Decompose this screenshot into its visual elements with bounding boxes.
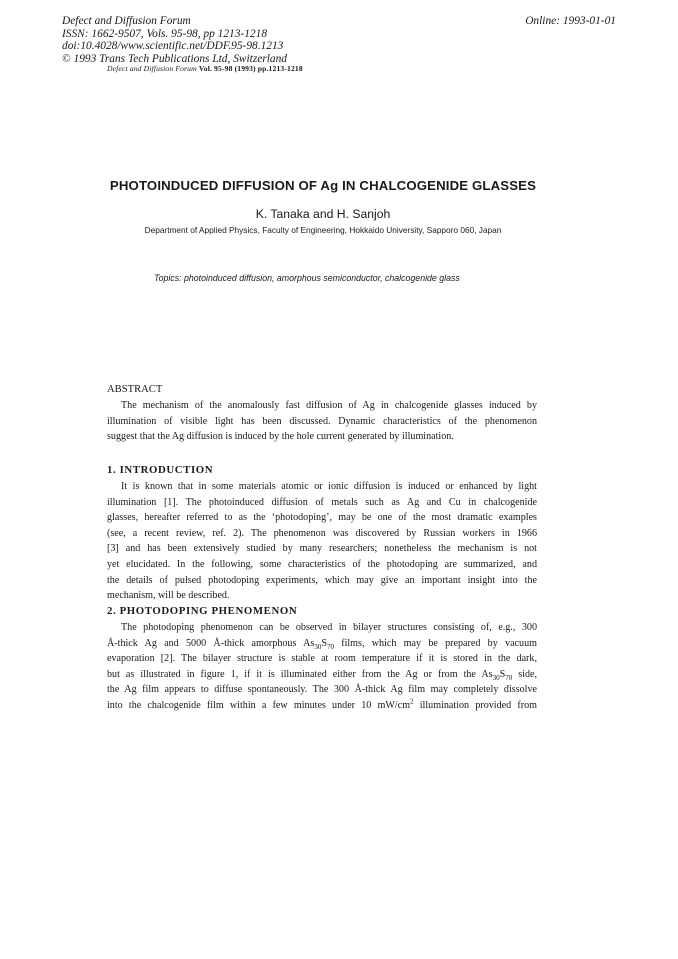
introduction-heading: 1. INTRODUCTION (107, 464, 214, 476)
abstract-section (107, 382, 537, 445)
intro-line: glasses, hereafter referred to as the ‘photodoping’, may be one of the most dramatic examples (107, 512, 537, 524)
paper-affiliation: Department of Applied Physics, Faculty of Engineering, Hokkaido University, Sapporo 060, Japan (144, 225, 502, 235)
meta-journal: Defect and Diffusion Forum (62, 15, 191, 27)
intro-line: It is known that in some materials atomic or ionic diffusion is induced or enhanced by light (121, 481, 537, 492)
photodoping-section (107, 604, 537, 714)
journal-reference (107, 64, 303, 73)
online-date: Online: 1993-01-01 (525, 15, 616, 27)
abstract-heading: ABSTRACT (107, 384, 163, 395)
section2-line: the Ag film appears to diffuse spontaneously. The 300 Å-thick Ag film may completely dissolve (107, 684, 537, 696)
meta-doi: doi:10.4028/www.scientific.net/DDF.95-98.1213 (62, 40, 284, 53)
intro-line: yet elucidated. In the following, some characteristics of the photodoping are summarized, and (107, 558, 537, 570)
section2-line: Å-thick Ag and 5000 Å-thick amorphous $As_{30}S_{70}$ films, which may be prepared by vacuum (107, 637, 537, 651)
meta-copyright: © 1993 Trans Tech Publications Ltd, Switzerland (62, 52, 287, 65)
paper-topics: Topics: photoinduced diffusion, amorphous semiconductor, chalcogenide glass (154, 273, 460, 283)
intro-line: the details of pulsed photodoping experiments, which may give an important insight into the (107, 574, 537, 586)
abstract-line: illumination of visible light has been discussed. Dynamic characteristics of the phenomenon (107, 415, 537, 427)
photodoping-heading: 2. PHOTODOPING PHENOMENON (107, 605, 298, 617)
section2-line: but as illustrated in figure 1, if it is illuminated either from the Ag or from the $As_{30}S_{70}$ side, (107, 668, 537, 682)
paper-authors: K. Tanaka and H. Sanjoh (255, 207, 391, 221)
intro-line: illumination [1]. The photoinduced diffusion of metals such as Ag and Cu in chalcogenide (107, 496, 537, 508)
paper-title: PHOTOINDUCED DIFFUSION OF Ag IN CHALCOGENIDE GLASSES (109, 178, 537, 193)
introduction-section (107, 463, 537, 604)
intro-line: [3] and has been extensively studied by many researchers; nonetheless the mechanism is not (107, 543, 537, 555)
section2-line: evaporation [2]. The bilayer structure is stable at room temperature if it is stored in the dark, (107, 653, 537, 665)
section2-line: The photodoping phenomenon can be observed in bilayer structures consisting of, e.g., 300 (121, 622, 537, 633)
section2-line: into the chalcogenide film within a few minutes under 10 $mW/cm^2$ illumination provided from (107, 697, 537, 711)
meta-issn: ISSN: 1662-9507, Vols. 95-98, pp 1213-1218 (62, 27, 268, 40)
journal-ref-volume: Vol. 95-98 (1993) pp.1213-1218 (198, 64, 303, 73)
journal-ref-journal: Defect and Diffusion Forum (107, 64, 197, 73)
intro-line: (see, a recent review, ref. 2). The phenomenon was discovered by Russian workers in 1966 (107, 527, 537, 539)
abstract-line: suggest that the Ag diffusion is induced by the hole current generated by illumination. (107, 431, 454, 443)
publication-metadata (62, 15, 287, 65)
intro-line: mechanism, will be described. (107, 590, 230, 602)
abstract-line: The mechanism of the anomalously fast diffusion of Ag in chalcogenide glasses induced by (121, 400, 537, 411)
